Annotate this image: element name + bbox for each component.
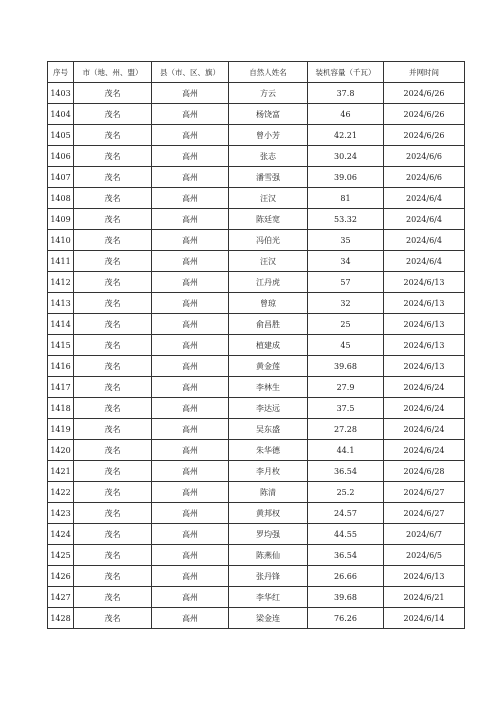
- cell-grid-date: 2024/6/4: [384, 188, 465, 209]
- cell-grid-date: 2024/6/24: [384, 377, 465, 398]
- cell-capacity: 24.57: [308, 503, 384, 524]
- cell-county: 高州: [152, 377, 229, 398]
- cell-name: 陈燕仙: [229, 545, 308, 566]
- cell-grid-date: 2024/6/4: [384, 209, 465, 230]
- cell-county: 高州: [152, 419, 229, 440]
- cell-capacity: 30.24: [308, 146, 384, 167]
- table-row: [48, 566, 465, 587]
- cell-capacity: 53.32: [308, 209, 384, 230]
- cell-county: 高州: [152, 335, 229, 356]
- cell-grid-date: 2024/6/24: [384, 398, 465, 419]
- cell-city: 茂名: [74, 482, 152, 503]
- cell-city: 茂名: [74, 545, 152, 566]
- cell-capacity: 34: [308, 251, 384, 272]
- cell-grid-date: 2024/6/4: [384, 251, 465, 272]
- cell-city: 茂名: [74, 230, 152, 251]
- cell-seq: 1404: [48, 104, 74, 125]
- cell-name: 罗均强: [229, 524, 308, 545]
- cell-name: 李达远: [229, 398, 308, 419]
- table-body: [48, 83, 465, 629]
- cell-name: 李月枚: [229, 461, 308, 482]
- cell-capacity: 37.5: [308, 398, 384, 419]
- cell-city: 茂名: [74, 314, 152, 335]
- cell-seq: 1406: [48, 146, 74, 167]
- cell-name: 曾小芳: [229, 125, 308, 146]
- cell-grid-date: 2024/6/13: [384, 335, 465, 356]
- cell-grid-date: 2024/6/4: [384, 230, 465, 251]
- cell-seq: 1419: [48, 419, 74, 440]
- cell-grid-date: 2024/6/27: [384, 482, 465, 503]
- cell-seq: 1409: [48, 209, 74, 230]
- cell-seq: 1411: [48, 251, 74, 272]
- cell-grid-date: 2024/6/21: [384, 587, 465, 608]
- cell-seq: 1408: [48, 188, 74, 209]
- cell-grid-date: 2024/6/6: [384, 146, 465, 167]
- table-row: [48, 251, 465, 272]
- cell-capacity: 37.8: [308, 83, 384, 104]
- cell-seq: 1423: [48, 503, 74, 524]
- cell-grid-date: 2024/6/24: [384, 419, 465, 440]
- cell-seq: 1413: [48, 293, 74, 314]
- header-row: [48, 62, 465, 83]
- cell-city: 茂名: [74, 125, 152, 146]
- header-capacity: 装机容量（千瓦）: [308, 62, 384, 83]
- cell-county: 高州: [152, 356, 229, 377]
- cell-name: 黄邦权: [229, 503, 308, 524]
- cell-seq: 1418: [48, 398, 74, 419]
- cell-name: 梁金连: [229, 608, 308, 629]
- cell-city: 茂名: [74, 251, 152, 272]
- document-page: [47, 61, 464, 629]
- cell-seq: 1416: [48, 356, 74, 377]
- cell-seq: 1414: [48, 314, 74, 335]
- cell-city: 茂名: [74, 356, 152, 377]
- cell-county: 高州: [152, 209, 229, 230]
- cell-county: 高州: [152, 293, 229, 314]
- table-row: [48, 461, 465, 482]
- table-row: [48, 314, 465, 335]
- cell-capacity: 39.68: [308, 356, 384, 377]
- header-county: 县（市、区、旗）: [152, 62, 229, 83]
- cell-grid-date: 2024/6/26: [384, 83, 465, 104]
- table-row: [48, 335, 465, 356]
- cell-grid-date: 2024/6/26: [384, 125, 465, 146]
- cell-seq: 1405: [48, 125, 74, 146]
- cell-county: 高州: [152, 188, 229, 209]
- cell-capacity: 39.68: [308, 587, 384, 608]
- cell-name: 俞昌胜: [229, 314, 308, 335]
- table-row: [48, 188, 465, 209]
- cell-capacity: 36.54: [308, 461, 384, 482]
- cell-county: 高州: [152, 503, 229, 524]
- table-header: [48, 62, 465, 83]
- cell-capacity: 81: [308, 188, 384, 209]
- cell-city: 茂名: [74, 608, 152, 629]
- table-row: [48, 545, 465, 566]
- cell-county: 高州: [152, 125, 229, 146]
- cell-city: 茂名: [74, 167, 152, 188]
- table-row: [48, 503, 465, 524]
- cell-city: 茂名: [74, 524, 152, 545]
- cell-seq: 1410: [48, 230, 74, 251]
- cell-county: 高州: [152, 461, 229, 482]
- table-row: [48, 587, 465, 608]
- cell-name: 黄金莲: [229, 356, 308, 377]
- cell-seq: 1425: [48, 545, 74, 566]
- cell-seq: 1420: [48, 440, 74, 461]
- cell-grid-date: 2024/6/13: [384, 293, 465, 314]
- cell-county: 高州: [152, 608, 229, 629]
- cell-grid-date: 2024/6/24: [384, 440, 465, 461]
- table-row: [48, 356, 465, 377]
- cell-grid-date: 2024/6/5: [384, 545, 465, 566]
- cell-county: 高州: [152, 524, 229, 545]
- table-row: [48, 608, 465, 629]
- table-row: [48, 482, 465, 503]
- table-row: [48, 377, 465, 398]
- cell-name: 李华红: [229, 587, 308, 608]
- cell-seq: 1426: [48, 566, 74, 587]
- cell-county: 高州: [152, 482, 229, 503]
- cell-seq: 1415: [48, 335, 74, 356]
- cell-name: 陈廷宽: [229, 209, 308, 230]
- cell-county: 高州: [152, 398, 229, 419]
- cell-county: 高州: [152, 587, 229, 608]
- cell-name: 方云: [229, 83, 308, 104]
- cell-county: 高州: [152, 440, 229, 461]
- cell-capacity: 36.54: [308, 545, 384, 566]
- cell-city: 茂名: [74, 419, 152, 440]
- table-row: [48, 440, 465, 461]
- cell-grid-date: 2024/6/27: [384, 503, 465, 524]
- cell-name: 植建成: [229, 335, 308, 356]
- cell-city: 茂名: [74, 461, 152, 482]
- cell-seq: 1427: [48, 587, 74, 608]
- cell-county: 高州: [152, 251, 229, 272]
- cell-seq: 1424: [48, 524, 74, 545]
- cell-capacity: 44.1: [308, 440, 384, 461]
- cell-capacity: 27.28: [308, 419, 384, 440]
- cell-county: 高州: [152, 545, 229, 566]
- cell-name: 冯伯光: [229, 230, 308, 251]
- cell-grid-date: 2024/6/26: [384, 104, 465, 125]
- table-row: [48, 524, 465, 545]
- cell-county: 高州: [152, 167, 229, 188]
- cell-name: 江丹虎: [229, 272, 308, 293]
- cell-grid-date: 2024/6/13: [384, 356, 465, 377]
- cell-name: 李林生: [229, 377, 308, 398]
- cell-city: 茂名: [74, 293, 152, 314]
- header-seq: 序号: [48, 62, 74, 83]
- cell-seq: 1403: [48, 83, 74, 104]
- table-row: [48, 125, 465, 146]
- cell-grid-date: 2024/6/7: [384, 524, 465, 545]
- cell-capacity: 42.21: [308, 125, 384, 146]
- cell-capacity: 57: [308, 272, 384, 293]
- cell-county: 高州: [152, 104, 229, 125]
- cell-seq: 1407: [48, 167, 74, 188]
- table-row: [48, 293, 465, 314]
- cell-name: 吴东盛: [229, 419, 308, 440]
- cell-capacity: 46: [308, 104, 384, 125]
- cell-grid-date: 2024/6/28: [384, 461, 465, 482]
- cell-city: 茂名: [74, 335, 152, 356]
- cell-seq: 1422: [48, 482, 74, 503]
- cell-name: 杨饶富: [229, 104, 308, 125]
- cell-seq: 1421: [48, 461, 74, 482]
- pv-installation-table: [47, 61, 465, 629]
- cell-grid-date: 2024/6/13: [384, 314, 465, 335]
- table-row: [48, 272, 465, 293]
- cell-capacity: 25.2: [308, 482, 384, 503]
- cell-county: 高州: [152, 566, 229, 587]
- cell-county: 高州: [152, 146, 229, 167]
- table-row: [48, 167, 465, 188]
- cell-capacity: 44.55: [308, 524, 384, 545]
- header-name: 自然人姓名: [229, 62, 308, 83]
- table-row: [48, 230, 465, 251]
- cell-name: 汪汉: [229, 251, 308, 272]
- header-grid-date: 并网时间: [384, 62, 465, 83]
- cell-seq: 1417: [48, 377, 74, 398]
- cell-city: 茂名: [74, 104, 152, 125]
- cell-capacity: 25: [308, 314, 384, 335]
- cell-capacity: 76.26: [308, 608, 384, 629]
- cell-name: 汪汉: [229, 188, 308, 209]
- cell-city: 茂名: [74, 272, 152, 293]
- cell-seq: 1428: [48, 608, 74, 629]
- cell-city: 茂名: [74, 188, 152, 209]
- table-row: [48, 398, 465, 419]
- cell-capacity: 26.66: [308, 566, 384, 587]
- table-row: [48, 209, 465, 230]
- table-row: [48, 83, 465, 104]
- cell-county: 高州: [152, 272, 229, 293]
- cell-grid-date: 2024/6/14: [384, 608, 465, 629]
- cell-city: 茂名: [74, 566, 152, 587]
- cell-city: 茂名: [74, 146, 152, 167]
- cell-city: 茂名: [74, 83, 152, 104]
- cell-county: 高州: [152, 314, 229, 335]
- cell-name: 张丹锋: [229, 566, 308, 587]
- table-row: [48, 419, 465, 440]
- cell-name: 朱华德: [229, 440, 308, 461]
- cell-city: 茂名: [74, 503, 152, 524]
- cell-grid-date: 2024/6/13: [384, 272, 465, 293]
- cell-capacity: 27.9: [308, 377, 384, 398]
- cell-capacity: 35: [308, 230, 384, 251]
- table-row: [48, 104, 465, 125]
- cell-seq: 1412: [48, 272, 74, 293]
- cell-name: 潘雪强: [229, 167, 308, 188]
- cell-capacity: 45: [308, 335, 384, 356]
- cell-capacity: 32: [308, 293, 384, 314]
- cell-name: 陈清: [229, 482, 308, 503]
- cell-city: 茂名: [74, 377, 152, 398]
- cell-name: 张志: [229, 146, 308, 167]
- header-city: 市（地、州、盟）: [74, 62, 152, 83]
- cell-city: 茂名: [74, 440, 152, 461]
- cell-county: 高州: [152, 83, 229, 104]
- cell-grid-date: 2024/6/13: [384, 566, 465, 587]
- cell-city: 茂名: [74, 209, 152, 230]
- cell-county: 高州: [152, 230, 229, 251]
- cell-city: 茂名: [74, 398, 152, 419]
- cell-name: 曾琼: [229, 293, 308, 314]
- table-row: [48, 146, 465, 167]
- cell-grid-date: 2024/6/6: [384, 167, 465, 188]
- cell-city: 茂名: [74, 587, 152, 608]
- cell-capacity: 39.06: [308, 167, 384, 188]
